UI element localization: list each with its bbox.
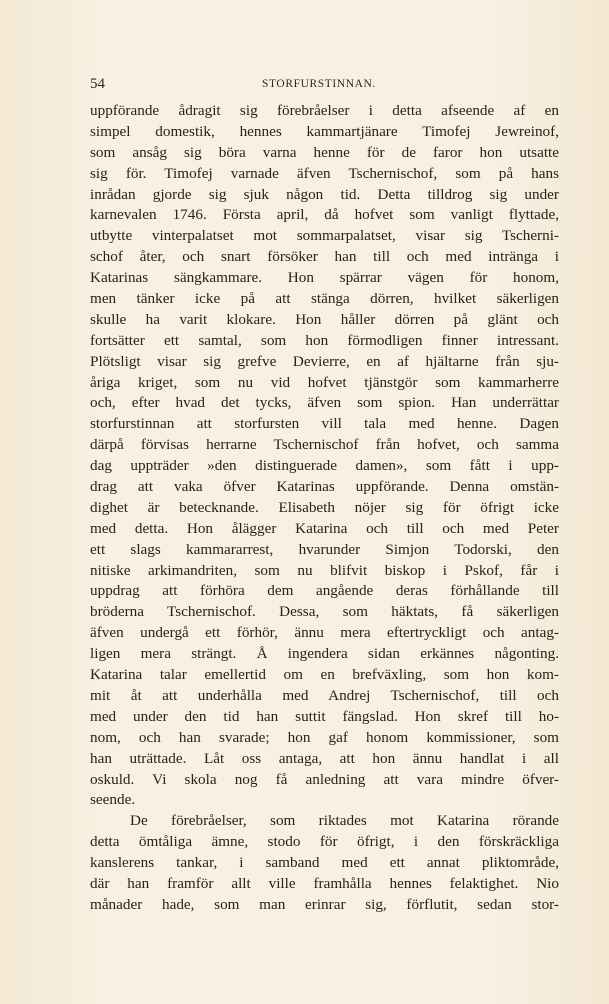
text-line: dighet är betecknande. Elisabeth nöjer sig för öfrigt icke [90,498,559,516]
text-line: uppförande ådragit sig förebråelser i detta afseende af en [90,102,559,119]
text-line: ett slags kammararrest, hvarunder Simjon Todorski, den [90,540,559,558]
text-line: fortsätter ett samtal, som hon förmodligen finner intressant. [90,331,559,349]
text-line: åriga kriget, som nu vid hofvet tjänstgör som kammarherre [90,373,559,391]
text-line: Katarina talar emellertid om en brefväxling, som hon kom- [90,666,559,684]
text-line: seende. [90,791,136,809]
text-line: sig för. Timofej varnade äfven Tschernischof, som på hans [90,164,559,182]
text-line: simpel domestik, hennes kammartjänare Timofej Jewreinof, [90,122,559,140]
text-line: nom, och han svarade; hon gaf honom kommissioner, som [90,728,559,746]
text-line: med detta. Hon ålägger Katarina och till och med Peter [90,519,559,537]
text-line: inrådan gjorde sig sjuk någon tid. Detta tilldrog sig under [90,185,559,203]
text-line: men tänker icke på att stänga dörren, hvilket säkerligen [90,290,559,308]
text-line: Katarinas sängkammare. Hon spärrar vägen för honom, [90,269,559,287]
page-header [90,76,558,96]
text-line: ligen mera strängt. Å ingendera sidan erkännes någonting. [90,645,559,663]
text-line: Plötsligt visar sig grefve Devierre, en af hjältarne från sju- [90,352,559,370]
text-line: mit åt att underhålla med Andrej Tschernischof, till och [90,686,559,704]
text-line: och, efter hvad det tycks, äfven som spion. Han underrättar [90,394,559,412]
text-line: äfven undergå ett förhör, ännu mera eftertryckligt och antag- [90,624,559,642]
running-title: STORFURSTINNAN. [262,78,376,90]
text-line: skulle ha varit klokare. Hon håller dörren på glänt och [90,310,559,328]
text-line: De förebråelser, som riktades mot Katarina rörande [130,812,559,830]
text-line: som ansåg sig böra varna henne för de faror hon utsatte [90,143,559,161]
text-line: drag att vaka öfver Katarinas uppförande. Denna omstän- [90,478,559,496]
text-line: därpå förvisas herrarne Tschernischof från hofvet, och samma [90,436,559,454]
text-line: bröderna Tschernischof. Dessa, som häktats, få säkerligen [90,603,559,621]
text-line: dag uppträder »den distinguerade damen», som fått i upp- [90,457,559,475]
text-line: storfurstinnan att storfursten vill tala med henne. Dagen [90,415,559,433]
text-line: detta ömtåliga ämne, stodo för öfrigt, i den förskräckliga [90,833,559,851]
text-line: oskuld. Vi skola nog få anledning att vara mindre öfver- [90,770,559,788]
text-line: där han framför allt ville framhålla hennes felaktighet. Nio [90,874,559,892]
text-line: utbytte vinterpalatset mot sommarpalatset, visar sig Tscherni- [90,227,559,245]
text-line: med under den tid han suttit fängslad. Hon skref till ho- [90,707,559,725]
text-line: uppdrag att förhöra dem angående deras förhållande till [90,582,559,600]
page-number: 54 [90,76,105,92]
text-line: karnevalen 1746. Första april, då hofvet som vanligt flyttade, [90,206,559,224]
text-line: kanslerens tankar, i samband med ett annat pliktområde, [90,854,559,872]
text-line: månader hade, som man erinrar sig, förflutit, sedan stor- [90,895,559,913]
body-text [90,101,559,916]
text-line: han uträttade. Låt oss antaga, att hon ännu handlat i all [90,749,559,767]
text-line: nitiske arkimandriten, som nu blifvit biskop i Pskof, får i [90,561,559,579]
text-line: schof åter, och snart försöker han till och med intränga i [90,248,559,266]
